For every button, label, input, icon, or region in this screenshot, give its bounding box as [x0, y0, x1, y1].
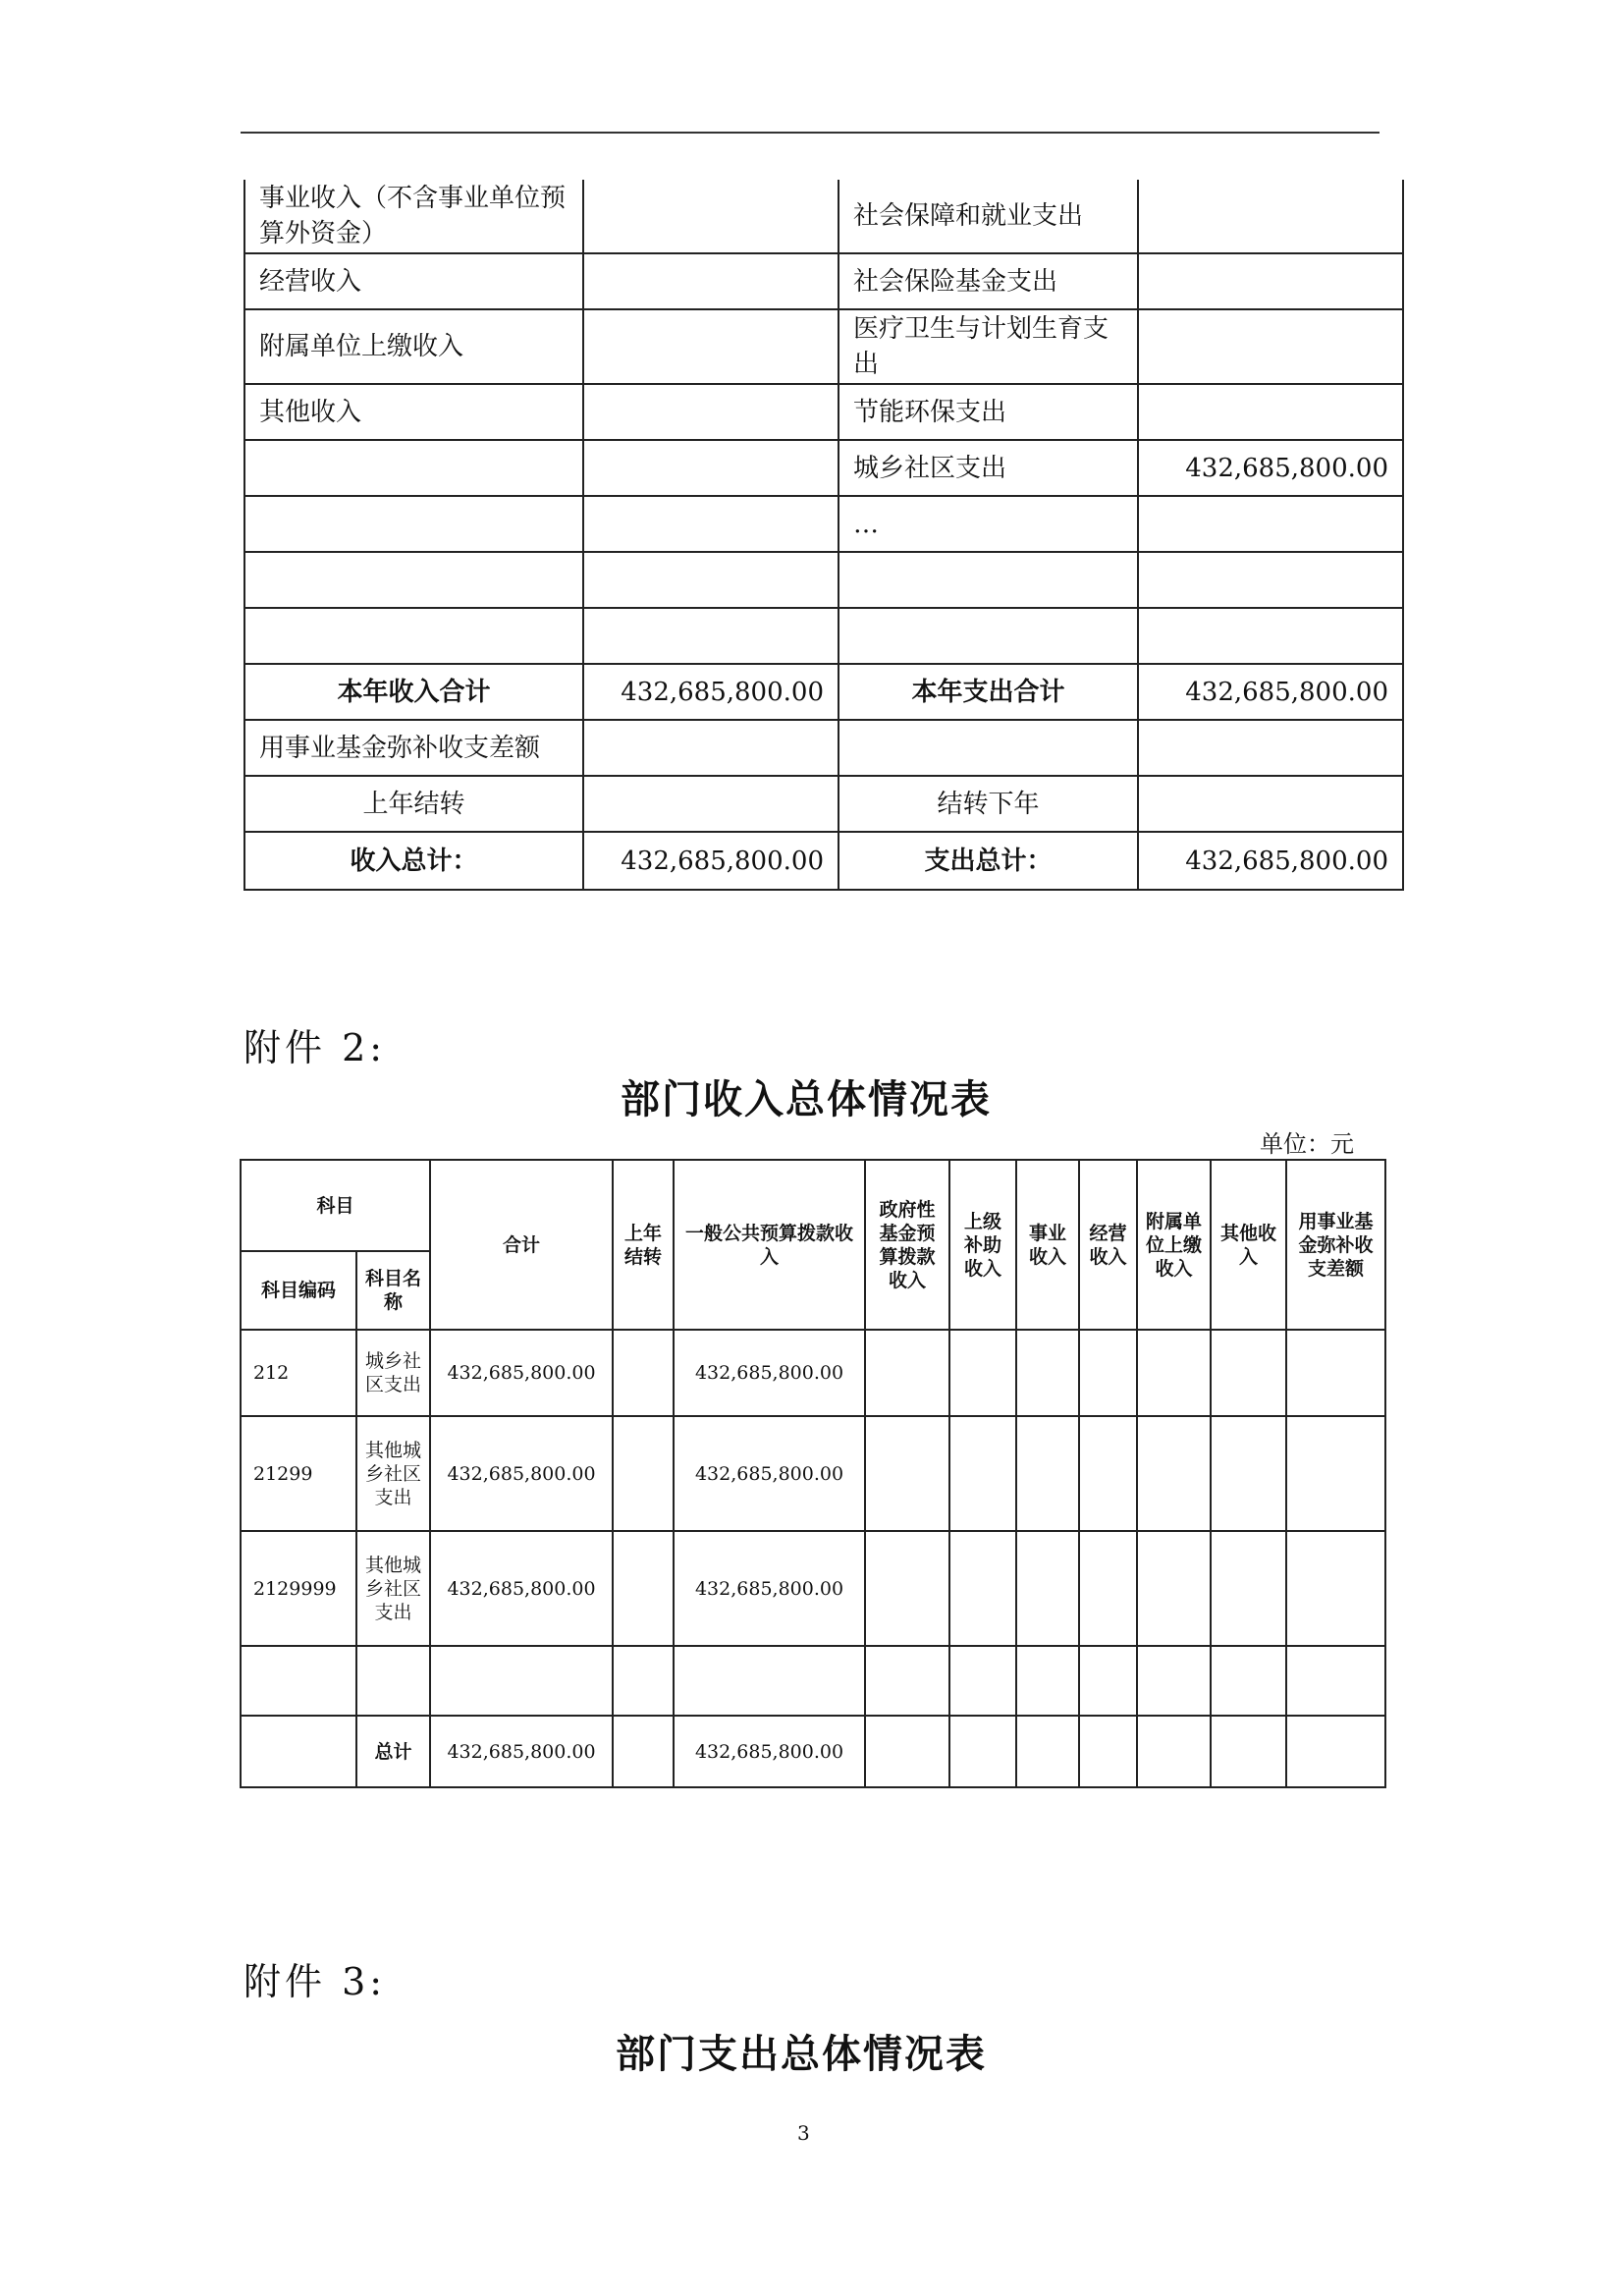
summary-row: [244, 180, 1403, 253]
row-prev-balance: [613, 1646, 674, 1716]
summary-row: [244, 253, 1403, 309]
row-fund-gap: [1286, 1330, 1385, 1416]
income-row: [241, 1416, 1385, 1531]
fund-gap-label: 用事业基金弥补收支差额: [244, 720, 583, 776]
row-general-budget: 432,685,800.00: [674, 1416, 865, 1531]
income-item-value: [583, 180, 839, 253]
balance-row: [244, 776, 1403, 832]
sum-prev-balance: [613, 1716, 674, 1787]
subject-code: 212: [241, 1330, 356, 1416]
fund-gap-right-value: [1138, 720, 1403, 776]
expense-item-value: [1138, 608, 1403, 664]
row-prev-balance: [613, 1416, 674, 1531]
row-superior: [949, 1531, 1016, 1646]
income-item-label: [244, 608, 583, 664]
general-budget-header: 一般公共预算拨款收入: [674, 1160, 865, 1330]
sum-gov-fund: [865, 1716, 949, 1787]
row-gov-fund: [865, 1330, 949, 1416]
fund-gap-right-label: [839, 720, 1138, 776]
row-general-budget: 432,685,800.00: [674, 1330, 865, 1416]
row-fund-gap: [1286, 1646, 1385, 1716]
row-fund-gap: [1286, 1416, 1385, 1531]
income-row: [241, 1531, 1385, 1646]
income-item-label: [244, 496, 583, 552]
subject-name: 城乡社区支出: [356, 1330, 430, 1416]
expense-item-label: 社会保险基金支出: [839, 253, 1138, 309]
unit-label: 单位：元: [1260, 1130, 1354, 1158]
income-item-label: 事业收入（不含事业单位预算外资金）: [244, 180, 583, 253]
row-total: [430, 1646, 613, 1716]
sum-operating: [1079, 1716, 1137, 1787]
row-general-budget: 432,685,800.00: [674, 1531, 865, 1646]
summary-row: [244, 440, 1403, 496]
grand-income-label: 收入总计：: [244, 832, 583, 890]
row-business: [1016, 1646, 1079, 1716]
row-fund-gap: [1286, 1531, 1385, 1646]
summary-row: [244, 608, 1403, 664]
income-item-value: [583, 608, 839, 664]
expense-item-label: [839, 552, 1138, 608]
annex-2-title: 部门收入总体情况表: [621, 1077, 992, 1122]
prev-balance-header: 上年结转: [613, 1160, 674, 1330]
income-total-value: 432,685,800.00: [583, 664, 839, 720]
name-header: 科目名称: [356, 1251, 430, 1330]
annex-2-label: 附件 2:: [243, 1026, 387, 1069]
summary-row: [244, 552, 1403, 608]
subject-header: 科目: [241, 1160, 430, 1251]
row-superior: [949, 1416, 1016, 1531]
row-business: [1016, 1330, 1079, 1416]
prev-balance-label: 上年结转: [244, 776, 583, 832]
row-affiliated: [1137, 1416, 1211, 1531]
expense-item-label: …: [839, 496, 1138, 552]
income-item-label: [244, 440, 583, 496]
sum-affiliated: [1137, 1716, 1211, 1787]
department-income-table: [240, 1159, 1386, 1788]
expense-item-label: 节能环保支出: [839, 384, 1138, 440]
income-item-value: [583, 253, 839, 309]
income-table-body: [241, 1330, 1385, 1716]
subject-name: 其他城乡社区支出: [356, 1416, 430, 1531]
row-total: 432,685,800.00: [430, 1330, 613, 1416]
business-income-header: 事业收入: [1016, 1160, 1079, 1330]
income-item-value: [583, 552, 839, 608]
fund-gap-row: [244, 720, 1403, 776]
subject-name: [356, 1646, 430, 1716]
row-operating: [1079, 1531, 1137, 1646]
gov-fund-header: 政府性基金预算拨款收入: [865, 1160, 949, 1330]
row-superior: [949, 1330, 1016, 1416]
summary-row: [244, 309, 1403, 384]
annex-3-label: 附件 3:: [243, 1960, 387, 2003]
summary-row: [244, 496, 1403, 552]
grand-expense-value: 432,685,800.00: [1138, 832, 1403, 890]
row-prev-balance: [613, 1531, 674, 1646]
fund-gap-value: [583, 720, 839, 776]
expense-item-value: 432,685,800.00: [1138, 440, 1403, 496]
prev-balance-value: [583, 776, 839, 832]
expense-item-value: [1138, 384, 1403, 440]
sum-total: 432,685,800.00: [430, 1716, 613, 1787]
row-other: [1211, 1646, 1286, 1716]
operating-income-header: 经营收入: [1079, 1160, 1137, 1330]
income-item-value: [583, 496, 839, 552]
subject-name: 其他城乡社区支出: [356, 1531, 430, 1646]
row-affiliated: [1137, 1646, 1211, 1716]
income-row: [241, 1646, 1385, 1716]
fund-gap-header: 用事业基金弥补收支差额: [1286, 1160, 1385, 1330]
expense-item-label: 医疗卫生与计划生育支出: [839, 309, 1138, 384]
row-business: [1016, 1531, 1079, 1646]
income-item-label: 经营收入: [244, 253, 583, 309]
row-superior: [949, 1646, 1016, 1716]
expense-item-value: [1138, 180, 1403, 253]
income-row: [241, 1330, 1385, 1416]
row-general-budget: [674, 1646, 865, 1716]
income-item-label: [244, 552, 583, 608]
expense-item-label: [839, 608, 1138, 664]
row-operating: [1079, 1330, 1137, 1416]
expense-total-value: 432,685,800.00: [1138, 664, 1403, 720]
grand-income-value: 432,685,800.00: [583, 832, 839, 890]
row-other: [1211, 1330, 1286, 1416]
income-item-value: [583, 440, 839, 496]
income-item-label: 附属单位上缴收入: [244, 309, 583, 384]
grand-expense-label: 支出总计：: [839, 832, 1138, 890]
expense-item-value: [1138, 253, 1403, 309]
page-number: 3: [797, 2121, 810, 2145]
sum-label: 总计: [356, 1716, 430, 1787]
sum-row: [241, 1716, 1385, 1787]
row-business: [1016, 1416, 1079, 1531]
row-other: [1211, 1416, 1286, 1531]
expense-item-value: [1138, 496, 1403, 552]
sum-superior: [949, 1716, 1016, 1787]
sum-fund-gap: [1286, 1716, 1385, 1787]
total-header: 合计: [430, 1160, 613, 1330]
income-item-value: [583, 384, 839, 440]
row-gov-fund: [865, 1416, 949, 1531]
carry-next-value: [1138, 776, 1403, 832]
sum-business: [1016, 1716, 1079, 1787]
summary-table-body: [244, 180, 1403, 664]
subject-code: [241, 1646, 356, 1716]
row-operating: [1079, 1416, 1137, 1531]
affiliated-income-header: 附属单位上缴收入: [1137, 1160, 1211, 1330]
sum-code-cell: [241, 1716, 356, 1787]
income-item-label: 其他收入: [244, 384, 583, 440]
sum-general: 432,685,800.00: [674, 1716, 865, 1787]
annex-3-title: 部门支出总体情况表: [616, 2032, 987, 2077]
sum-other: [1211, 1716, 1286, 1787]
row-affiliated: [1137, 1531, 1211, 1646]
income-total-row: [244, 664, 1403, 720]
carry-next-label: 结转下年: [839, 776, 1138, 832]
header-row-1: [241, 1160, 1385, 1251]
row-prev-balance: [613, 1330, 674, 1416]
row-total: 432,685,800.00: [430, 1416, 613, 1531]
row-gov-fund: [865, 1531, 949, 1646]
grand-total-row: [244, 832, 1403, 890]
code-header: 科目编码: [241, 1251, 356, 1330]
subject-code: 2129999: [241, 1531, 356, 1646]
row-other: [1211, 1531, 1286, 1646]
expense-total-label: 本年支出合计: [839, 664, 1138, 720]
row-total: 432,685,800.00: [430, 1531, 613, 1646]
row-gov-fund: [865, 1646, 949, 1716]
row-affiliated: [1137, 1330, 1211, 1416]
subject-code: 21299: [241, 1416, 356, 1531]
header-rule: [241, 132, 1380, 134]
income-total-label: 本年收入合计: [244, 664, 583, 720]
expense-item-label: 社会保障和就业支出: [839, 180, 1138, 253]
summary-row: [244, 384, 1403, 440]
expense-item-label: 城乡社区支出: [839, 440, 1138, 496]
income-expense-summary-table: [243, 180, 1404, 891]
superior-subsidy-header: 上级补助收入: [949, 1160, 1016, 1330]
expense-item-value: [1138, 309, 1403, 384]
row-operating: [1079, 1646, 1137, 1716]
other-income-header: 其他收入: [1211, 1160, 1286, 1330]
income-item-value: [583, 309, 839, 384]
expense-item-value: [1138, 552, 1403, 608]
